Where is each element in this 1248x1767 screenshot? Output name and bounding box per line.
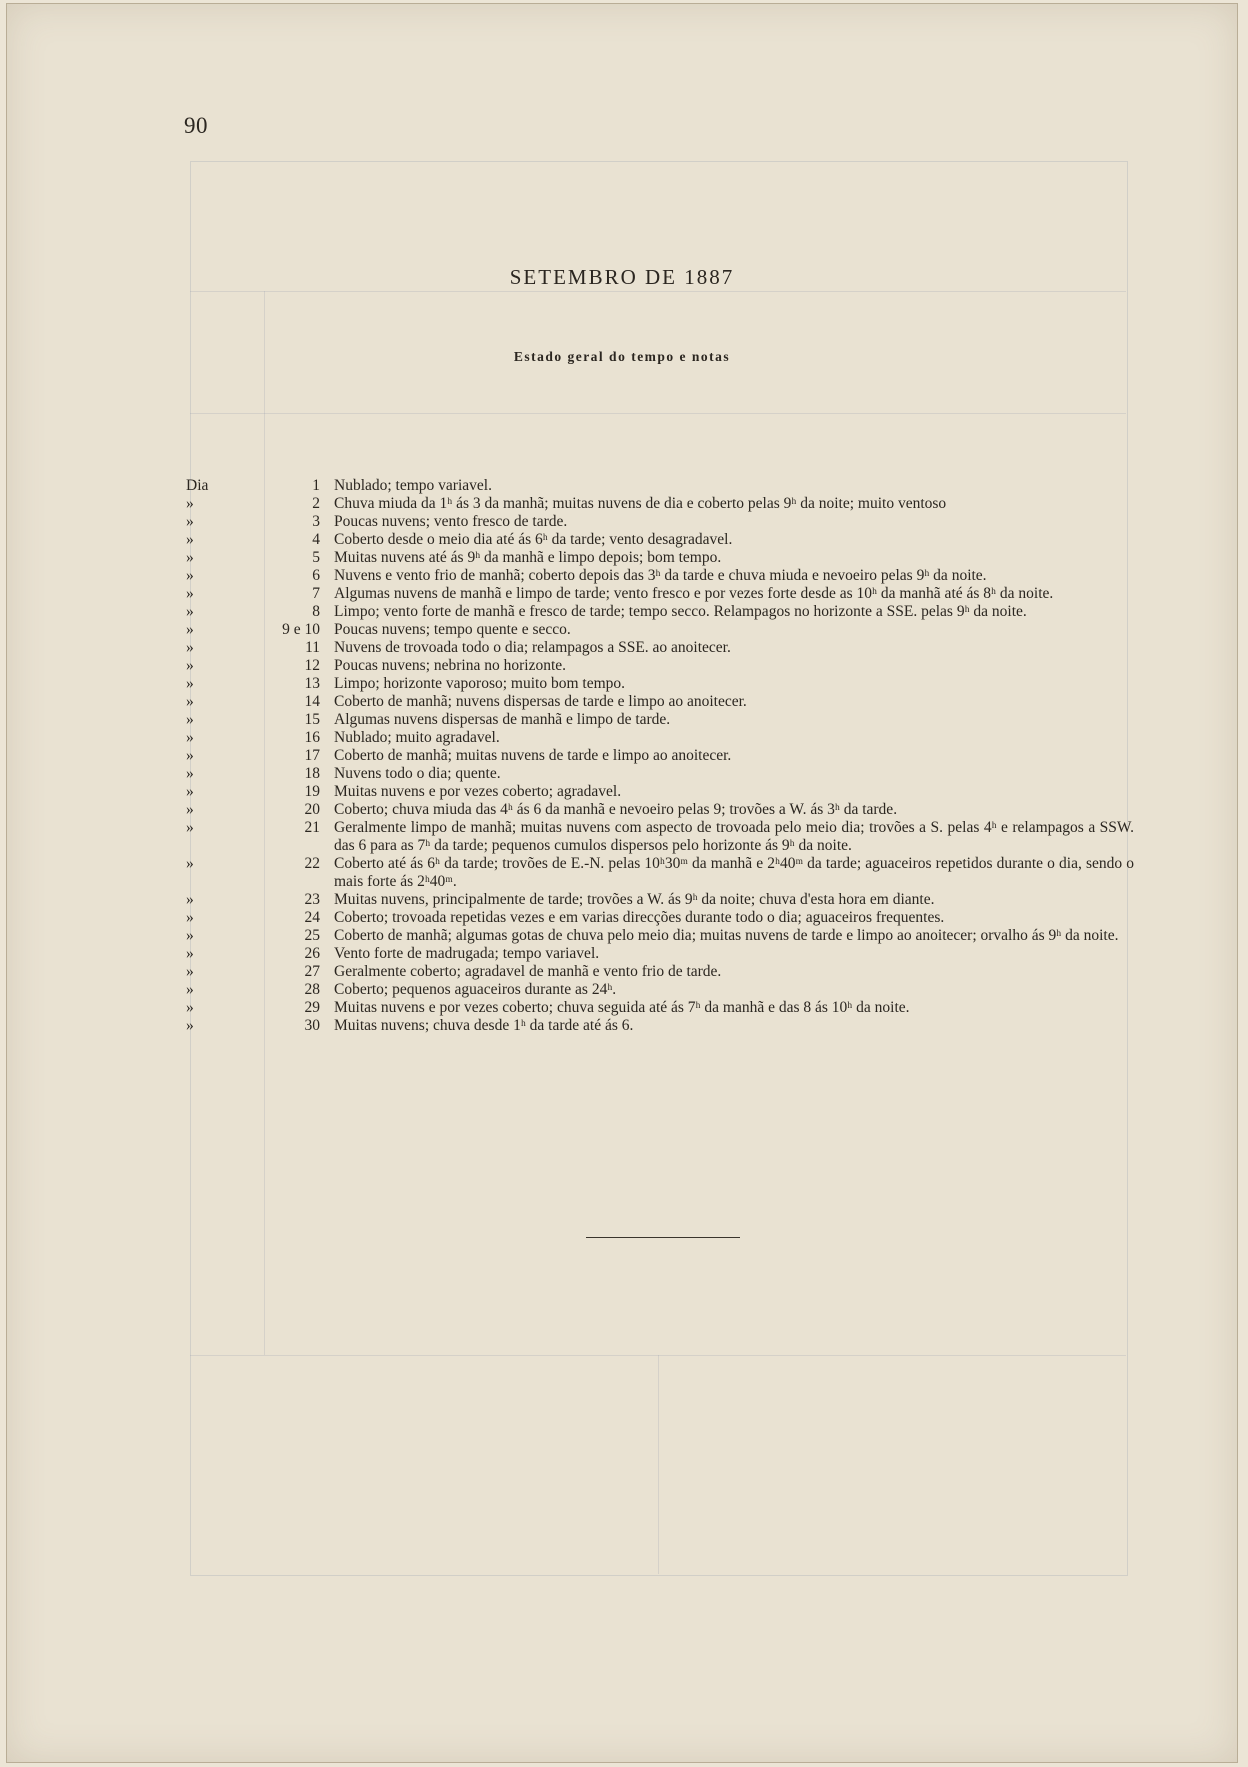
weather-note: Nuvens de trovoada todo o dia; relampagos a SSE. ao anoitecer.	[334, 639, 731, 656]
day-number: 19	[304, 783, 320, 800]
row-label: »	[186, 765, 194, 782]
day-number: 25	[304, 927, 320, 944]
row-label: »	[186, 675, 194, 692]
page-number: 90	[184, 113, 208, 138]
list-item	[186, 927, 1136, 945]
row-label: »	[186, 729, 194, 746]
weather-note: Coberto até ás 6ʰ da tarde; trovões de E.-N. pelas 10ʰ30ᵐ da manhã e 2ʰ40ᵐ da tarde; aguaceiros repetidos durante o dia, sendo o mais forte ás 2ʰ40ᵐ.	[334, 855, 1134, 890]
day-number: 22	[304, 855, 320, 872]
list-item	[186, 675, 1136, 693]
row-label: »	[186, 945, 194, 962]
weather-note: Coberto de manhã; nuvens dispersas de tarde e limpo ao anoitecer.	[334, 693, 747, 710]
section-subtitle: Estado geral do tempo e notas	[513, 349, 731, 364]
day-number: 3	[312, 513, 320, 530]
day-number: 14	[304, 693, 320, 710]
row-label: »	[186, 909, 194, 926]
day-number: 6	[312, 567, 320, 584]
row-label: »	[186, 801, 194, 818]
day-number: 28	[304, 981, 320, 998]
day-number: 4	[312, 531, 320, 548]
row-label: »	[186, 819, 194, 836]
day-number: 12	[304, 657, 320, 674]
row-label: »	[186, 621, 194, 638]
list-item	[186, 999, 1136, 1017]
day-number: 17	[304, 747, 320, 764]
day-number: 18	[304, 765, 320, 782]
weather-note: Muitas nuvens; chuva desde 1ʰ da tarde até ás 6.	[334, 1017, 634, 1034]
row-label: »	[186, 981, 194, 998]
row-label: »	[186, 1017, 194, 1034]
row-label: »	[186, 531, 194, 548]
list-item	[186, 945, 1136, 963]
row-label: »	[186, 657, 194, 674]
row-label: »	[186, 639, 194, 656]
day-number: 7	[312, 585, 320, 602]
list-item	[186, 855, 1136, 891]
weather-note: Coberto desde o meio dia até ás 6ʰ da tarde; vento desagradavel.	[334, 531, 733, 548]
list-item	[186, 567, 1136, 585]
day-number: 23	[304, 891, 320, 908]
row-label: »	[186, 603, 194, 620]
list-item	[186, 657, 1136, 675]
row-label: »	[186, 855, 194, 872]
row-label: »	[186, 495, 194, 512]
list-item	[186, 531, 1136, 549]
list-item	[186, 711, 1136, 729]
row-label: »	[186, 963, 194, 980]
list-item	[186, 783, 1136, 801]
row-label: »	[186, 999, 194, 1016]
day-number: 29	[304, 999, 320, 1016]
weather-note: Nublado; muito agradavel.	[334, 729, 500, 746]
weather-note: Muitas nuvens e por vezes coberto; chuva seguida até ás 7ʰ da manhã e das 8 ás 10ʰ da noite.	[334, 999, 910, 1016]
list-item	[186, 549, 1136, 567]
list-item	[186, 513, 1136, 531]
day-number: 24	[304, 909, 320, 926]
day-number: 1	[312, 477, 320, 494]
weather-note: Poucas nuvens; vento fresco de tarde.	[334, 513, 568, 530]
closing-rule	[586, 1237, 740, 1238]
weather-note: Geralmente limpo de manhã; muitas nuvens com aspecto de trovoada pelo meio dia; trovões a S. pelas 4ʰ e relampagos a SSW. das 6 para as 7ʰ da tarde; pequenos cumulos dispersos pelo horizonte ás 9ʰ da noite.	[334, 819, 1134, 854]
weather-note: Nuvens e vento frio de manhã; coberto depois das 3ʰ da tarde e chuva miuda e nevoeiro pelas 9ʰ da noite.	[334, 567, 987, 584]
list-item	[186, 729, 1136, 747]
weather-note: Algumas nuvens dispersas de manhã e limpo de tarde.	[334, 711, 671, 728]
list-item	[186, 603, 1136, 621]
row-label: »	[186, 747, 194, 764]
page	[6, 3, 1238, 1763]
weather-note: Muitas nuvens até ás 9ʰ da manhã e limpo depois; bom tempo.	[334, 549, 722, 566]
weather-note: Poucas nuvens; nebrina no horizonte.	[334, 657, 567, 674]
weather-note: Limpo; vento forte de manhã e fresco de tarde; tempo secco. Relampagos no horizonte a SSE. pelas 9ʰ da noite.	[334, 603, 1027, 620]
day-number: 9 e 10	[282, 621, 320, 638]
list-item	[186, 477, 1136, 495]
list-item	[186, 963, 1136, 981]
row-label: »	[186, 693, 194, 710]
day-number: 13	[304, 675, 320, 692]
weather-note: Poucas nuvens; tempo quente e secco.	[334, 621, 571, 638]
show-through-line	[190, 291, 1126, 292]
row-label: »	[186, 585, 194, 602]
row-label: »	[186, 891, 194, 908]
day-number: 8	[312, 603, 320, 620]
list-item	[186, 747, 1136, 765]
row-label: Dia	[186, 477, 209, 494]
weather-note: Coberto; trovoada repetidas vezes e em varias direcções durante todo o dia; aguaceiros frequentes.	[334, 909, 945, 926]
page-title: SETEMBRO DE 1887	[509, 265, 735, 289]
show-through-line	[658, 1355, 659, 1574]
day-number: 20	[304, 801, 320, 818]
day-number: 27	[304, 963, 320, 980]
list-item	[186, 801, 1136, 819]
day-number: 15	[304, 711, 320, 728]
list-item	[186, 693, 1136, 711]
row-label: »	[186, 783, 194, 800]
weather-note: Muitas nuvens, principalmente de tarde; trovões a W. ás 9ʰ da noite; chuva d'esta hora em diante.	[334, 891, 935, 908]
row-label: »	[186, 513, 194, 530]
list-item	[186, 639, 1136, 657]
day-number: 16	[304, 729, 320, 746]
list-item	[186, 585, 1136, 603]
row-label: »	[186, 711, 194, 728]
day-number: 11	[305, 639, 320, 656]
weather-note: Coberto de manhã; muitas nuvens de tarde e limpo ao anoitecer.	[334, 747, 732, 764]
weather-note: Geralmente coberto; agradavel de manhã e vento frio de tarde.	[334, 963, 722, 980]
row-label: »	[186, 567, 194, 584]
list-item	[186, 819, 1136, 855]
show-through-line	[190, 413, 1126, 414]
day-number: 2	[312, 495, 320, 512]
list-item	[186, 621, 1136, 639]
weather-notes-list	[186, 477, 1136, 1035]
row-label: »	[186, 927, 194, 944]
day-number: 30	[304, 1017, 320, 1034]
list-item	[186, 495, 1136, 513]
list-item	[186, 891, 1136, 909]
weather-note: Limpo; horizonte vaporoso; muito bom tempo.	[334, 675, 626, 692]
day-number: 21	[304, 819, 320, 836]
weather-note: Vento forte de madrugada; tempo variavel.	[334, 945, 600, 962]
list-item	[186, 765, 1136, 783]
list-item	[186, 909, 1136, 927]
list-item	[186, 981, 1136, 999]
weather-note: Algumas nuvens de manhã e limpo de tarde; vento fresco e por vezes forte desde as 10ʰ da manhã até ás 8ʰ da noite.	[334, 585, 1054, 602]
day-number: 5	[312, 549, 320, 566]
weather-note: Nuvens todo o dia; quente.	[334, 765, 501, 782]
weather-note: Coberto de manhã; algumas gotas de chuva pelo meio dia; muitas nuvens de tarde e limpo ao anoitecer; orvalho ás 9ʰ da noite.	[334, 927, 1119, 944]
weather-note: Coberto; chuva miuda das 4ʰ ás 6 da manhã e nevoeiro pelas 9; trovões a W. ás 3ʰ da tarde.	[334, 801, 898, 818]
row-label: »	[186, 549, 194, 566]
day-number: 26	[304, 945, 320, 962]
list-item	[186, 1017, 1136, 1035]
weather-note: Chuva miuda da 1ʰ ás 3 da manhã; muitas nuvens de dia e coberto pelas 9ʰ da noite; muito ventoso	[334, 495, 947, 512]
weather-note: Muitas nuvens e por vezes coberto; agradavel.	[334, 783, 622, 800]
weather-note: Coberto; pequenos aguaceiros durante as 24ʰ.	[334, 981, 617, 998]
weather-note: Nublado; tempo variavel.	[334, 477, 492, 494]
